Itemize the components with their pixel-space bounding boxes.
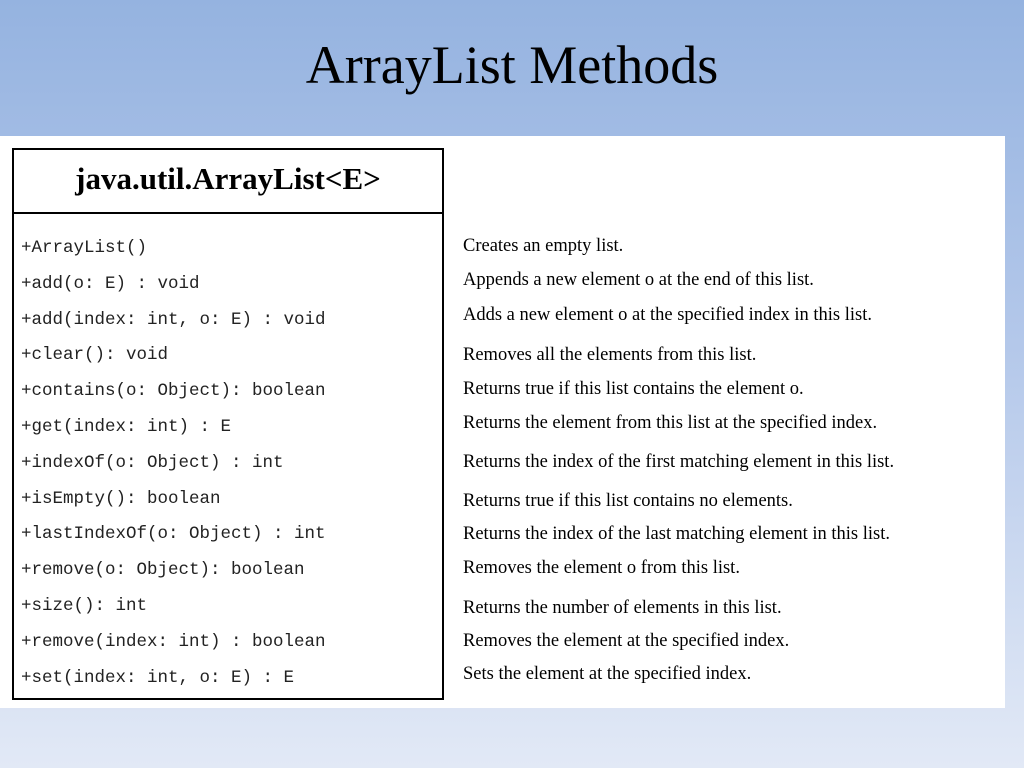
uml-method: +add(o: E) : void <box>21 273 200 294</box>
uml-method: +size(): int <box>21 595 148 616</box>
uml-method: +contains(o: Object): boolean <box>21 381 326 402</box>
uml-method: +remove(index: int) : boolean <box>21 631 326 652</box>
uml-class-box <box>12 148 444 700</box>
uml-class-name: java.util.ArrayList<E> <box>75 161 381 196</box>
uml-method: +add(index: int, o: E) : void <box>21 309 326 330</box>
uml-method: +set(index: int, o: E) : E <box>21 667 295 688</box>
method-description: Creates an empty list. <box>463 236 624 256</box>
method-description: Returns true if this list contains the element o. <box>463 379 804 399</box>
uml-method: +ArrayList() <box>21 238 148 258</box>
uml-method: +lastIndexOf(o: Object) : int <box>21 524 326 545</box>
uml-class-header <box>14 150 442 214</box>
uml-method: +remove(o: Object): boolean <box>21 560 305 581</box>
method-description: Removes the element at the specified index. <box>463 631 790 651</box>
uml-method: +isEmpty(): boolean <box>21 488 221 509</box>
method-description: Adds a new element o at the specified index in this list. <box>463 305 872 325</box>
method-description: Returns the index of the first matching element in this list. <box>463 452 895 472</box>
method-description: Removes the element o from this list. <box>463 558 740 578</box>
uml-methods-list <box>14 214 442 700</box>
method-description: Sets the element at the specified index. <box>463 664 752 684</box>
uml-method: +indexOf(o: Object) : int <box>21 452 284 473</box>
method-description: Returns true if this list contains no elements. <box>463 491 793 511</box>
method-description: Appends a new element o at the end of this list. <box>463 270 814 290</box>
method-description: Returns the element from this list at the specified index. <box>463 413 878 433</box>
uml-method: +get(index: int) : E <box>21 416 232 437</box>
method-description: Returns the index of the last matching element in this list. <box>463 524 890 544</box>
method-description: Removes all the elements from this list. <box>463 345 757 365</box>
uml-method: +clear(): void <box>21 345 169 366</box>
slide-title: ArrayList Methods <box>305 35 719 95</box>
method-description: Returns the number of elements in this list. <box>463 598 782 618</box>
